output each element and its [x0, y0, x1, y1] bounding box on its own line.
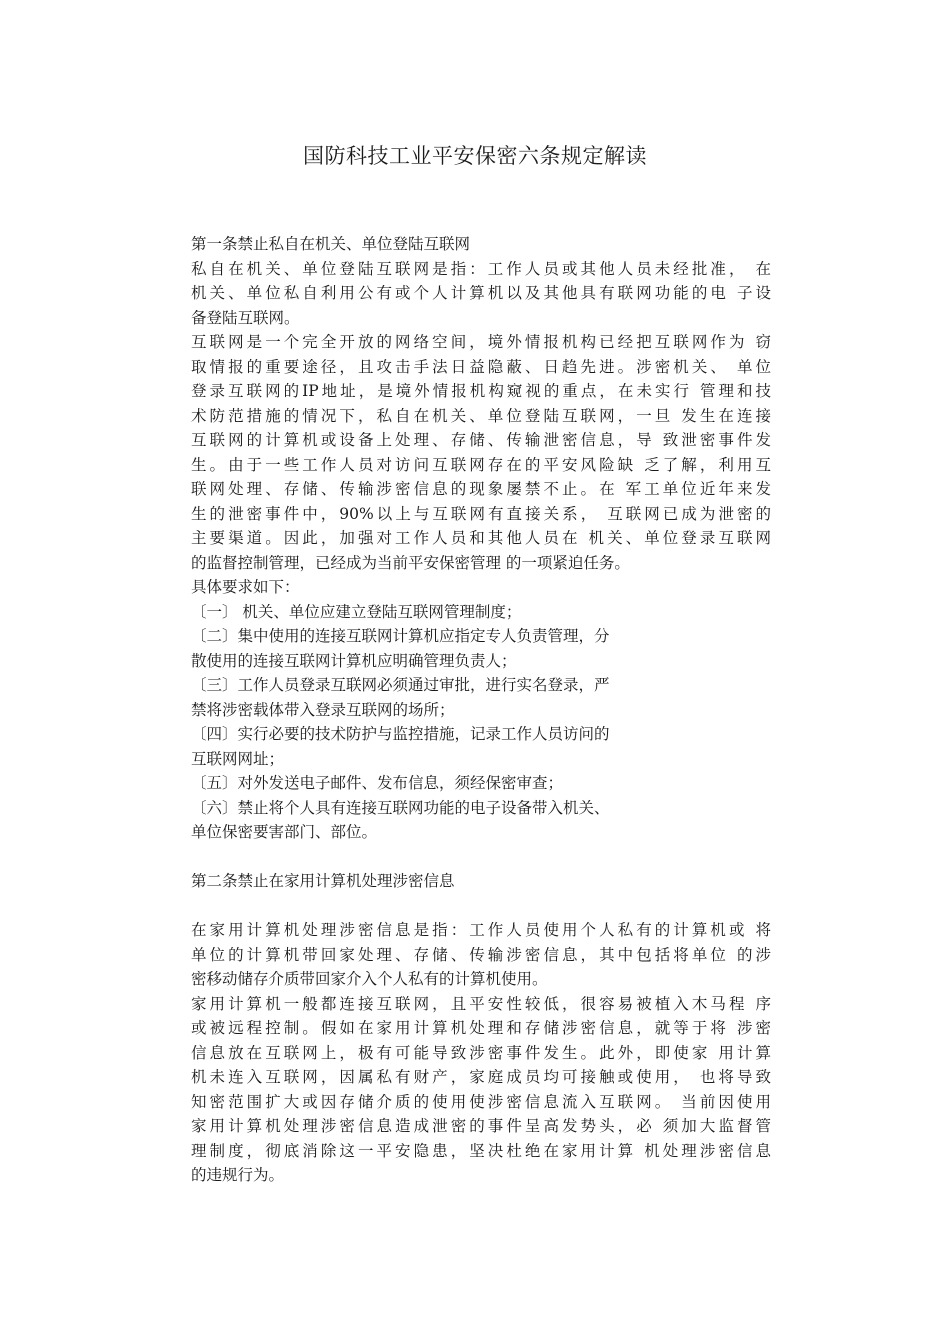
text-line: 的违规行为。: [191, 1166, 285, 1184]
text-line: 互联网的计算机或设备上处理、存储、传输泄密信息，导 致泄密事件发: [191, 431, 771, 449]
text-line: 术防范措施的情况下，私自在机关、单位登陆互联网，一旦 发生在连接: [191, 406, 771, 425]
text-line: 取情报的重要途径，且攻击手法日益隐蔽、日趋先进。涉密机关、 单位: [191, 357, 771, 376]
text-line: 联网处理、存储、传输涉密信息的现象屡禁不止。在 军工单位近年来发: [191, 480, 771, 498]
text-line: 互联网网址；: [191, 749, 285, 768]
text-line: 单位的计算机带回家处理、存储、传输涉密信息，其中包括将单位 的涉: [191, 945, 771, 964]
text-line: 第二条禁止在家用计算机处理涉密信息: [191, 872, 455, 890]
document-title: 国防科技工业平安保密六条规定解读: [303, 144, 647, 168]
text-line: 生的泄密事件中，90%以上与互联网有直接关系， 互联网已成为泄密的: [191, 504, 771, 523]
text-line: 机未连入互联网，因属私有财产，家庭成员均可接触或使用， 也将导致: [191, 1068, 771, 1086]
text-line: 家用计算机处理涉密信息造成泄密的事件呈高发势头，必 须加大监督管: [191, 1117, 771, 1135]
text-line: 理制度，彻底消除这一平安隐患，坚决杜绝在家用计算 机处理涉密信息: [191, 1141, 771, 1160]
text-line: 密移动储存介质带回家介入个人私有的计算机使用。: [191, 970, 548, 988]
text-line: 散使用的连接互联网计算机应明确管理负责人；: [191, 651, 517, 670]
text-line: 私自在机关、单位登陆互联网是指：工作人员或其他人员未经批准， 在: [191, 259, 771, 278]
text-line: 具体要求如下：: [191, 578, 300, 596]
text-line: 或被远程控制。假如在家用计算机处理和存储涉密信息，就等于将 涉密: [191, 1019, 771, 1037]
blank-line: [191, 894, 771, 919]
text-line: 生。由于一些工作人员对访问互联网存在的平安风险缺 乏了解，利用互: [191, 455, 771, 474]
text-line: 信息放在互联网上，极有可能导致涉密事件发生。此外，即使家 用计算: [191, 1043, 771, 1062]
text-line: 〔一〕 机关、单位应建立登陆互联网管理制度；: [191, 602, 522, 621]
text-line: 互联网是一个完全开放的网络空间，境外情报机构已经把互联网作为 窃: [191, 333, 771, 351]
text-line: 禁将涉密载体带入登录互联网的场所；: [191, 700, 455, 719]
text-line: 的监督控制管理，已经成为当前平安保密管理 的一项紧迫任务。: [191, 553, 630, 572]
text-line: 主要渠道。因此，加强对工作人员和其他人员在 机关、单位登录互联网: [191, 529, 771, 547]
text-line: 家用计算机一般都连接互联网，且平安性较低，很容易被植入木马程 序: [191, 994, 771, 1013]
text-line: 〔二〕集中使用的连接互联网计算机应指定专人负责管理，分: [191, 627, 610, 645]
text-line: 〔五〕对外发送电子邮件、发布信息，须经保密审查；: [191, 774, 564, 792]
text-line: 备登陆互联网。: [191, 308, 300, 327]
text-line: 知密范围扩大或因存储介质的使用使涉密信息流入互联网。 当前因使用: [191, 1092, 771, 1111]
text-line: 登录互联网的IP地址，是境外情报机构窥视的重点，在未实行 管理和技: [191, 382, 771, 400]
blank-line: [191, 845, 771, 870]
text-line: 〔三〕工作人员登录互联网必须通过审批，进行实名登录，严: [191, 676, 610, 694]
text-line: 〔六〕禁止将个人具有连接互联网功能的电子设备带入机关、: [191, 798, 610, 817]
text-line: 机关、单位私自利用公有或个人计算机以及其他具有联网功能的电 子设: [191, 284, 771, 302]
text-line: 在家用计算机处理涉密信息是指：工作人员使用个人私有的计算机或 将: [191, 921, 771, 939]
text-line: 〔四〕实行必要的技术防护与监控措施，记录工作人员访问的: [191, 725, 610, 743]
text-line: 单位保密要害部门、部位。: [191, 823, 378, 841]
text-line: 第一条禁止私自在机关、单位登陆互联网: [191, 235, 471, 253]
document-body: [191, 232, 771, 1188]
